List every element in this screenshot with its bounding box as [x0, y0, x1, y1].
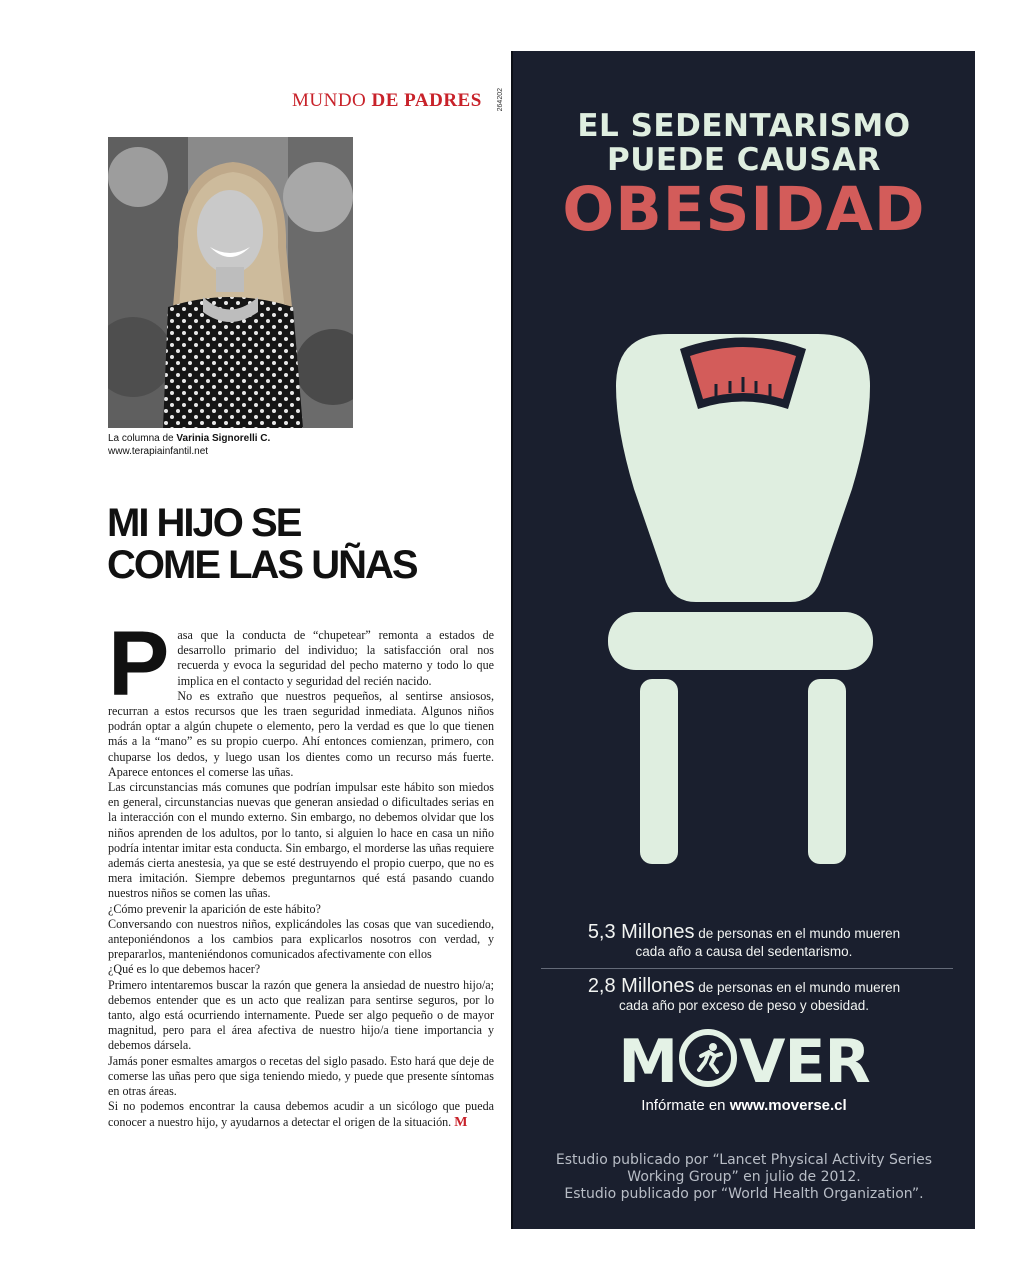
- ad-code: 264202: [497, 88, 504, 112]
- logo-letter-m: M: [618, 1027, 678, 1097]
- section-heading-part1: MUNDO: [292, 90, 367, 111]
- reference-line-1: Estudio publicado por “Lancet Physical Activity Series: [555, 1152, 933, 1168]
- stat-obesity: [513, 977, 975, 1015]
- columnist-photo: [108, 137, 353, 428]
- article-paragraph-1: Pasa que la conducta de “chupetear” remonta a estados de desarrollo primario del individuo; la satisfacción oral nos recuerda y evoca la seguridad del pecho materno y todo lo que implica en el contacto y seguridad del recién nacido.: [108, 613, 494, 715]
- article-paragraph-2: No es extraño que nuestros pequeños, al sentirse ansiosos, recurran a estos recursos que les traen seguridad inmediata. Algunos niños podrán optar a algún chupete o elemento, pero la verdad es que lo que tienen más a la “mano” es su propio cuerpo. Ahí entonces comienzan, primero, con chuparse los dedos, y luego usan los dientes como un recurso más fuerte. Aparece entonces el comerse las uñas.: [108, 688, 494, 779]
- article-paragraph-4: Conversando con nuestros niños, explicándoles las cosas que van sucediendo, anteponiéndonos a los cambios para explicarlos nosotros con verdad, y prepararlos, manteniéndonos comunicados afectivamente con ellos: [108, 916, 494, 962]
- ad-title-line-1: EL SEDENTARISMO: [577, 108, 911, 144]
- section-heading-part2: DE PADRES: [371, 90, 482, 111]
- drop-cap: P: [108, 613, 170, 715]
- ad-references: [513, 1152, 975, 1203]
- stat-divider: [541, 968, 953, 969]
- headline-line-2: COME LAS UÑAS: [107, 543, 417, 587]
- columnist-name: Varinia Signorelli C.: [176, 433, 271, 444]
- headline-line-1: MI HIJO SE: [107, 501, 301, 545]
- stat-sedentarism: [513, 923, 975, 961]
- columnist-website: www.terapiainfantil.net: [108, 446, 209, 457]
- ad-website-info: [513, 1097, 975, 1114]
- section-heading: [292, 90, 482, 112]
- stat2-line2: cada año por exceso de peso y obesidad.: [619, 998, 869, 1013]
- reference-line-3: Estudio publicado por “World Health Organization”.: [564, 1186, 924, 1202]
- stat2-highlight: 2,8 Millones: [587, 975, 695, 997]
- photo-caption: [108, 432, 270, 458]
- info-prefix: Infórmate en: [641, 1097, 730, 1114]
- ad-title-line-2: PUEDE CAUSAR: [607, 142, 881, 178]
- stat2-text: de personas en el mundo mueren: [694, 980, 901, 995]
- end-mark: M: [454, 1114, 468, 1130]
- article-paragraph-7: Si no podemos encontrar la causa debemos acudir a un sicólogo que pueda conocer a nuestro hijo, y ayudarnos a detectar el origen de la situación. M: [108, 1099, 494, 1130]
- article-body: [108, 613, 494, 1130]
- article-subheading-1: ¿Cómo prevenir la aparición de este hábito?: [108, 901, 321, 916]
- article-paragraph-3: Las circunstancias más comunes que podrían impulsar este hábito son miedos en general, circunstancias nuevas que generan ansiedad o dificultades serias en la interacción con el mundo externo. Sin embargo, no debemos olvidar que los niños aprenden de los adultos, por lo tanto, si alguien lo hace en casa un niño podría intentar imitar esta conducta. Sin embargo, el morderse las uñas requiere además cierta anestesia, ya que se esté destruyendo el propio cuerpo, que no es mera imitación. Siempre debemos preguntarnos qué está pasando cuando nuestros niños se comen las uñas.: [108, 780, 494, 901]
- runner-icon: [679, 1029, 737, 1087]
- chair-scale-illustration: [608, 334, 878, 864]
- ad-title: [513, 109, 975, 177]
- article-subheading-2: ¿Qué es lo que debemos hacer?: [108, 962, 261, 977]
- mover-advertisement: [511, 51, 975, 1229]
- article-headline: [107, 502, 507, 586]
- ad-url-link[interactable]: www.moverse.cl: [729, 1097, 847, 1114]
- caption-prefix: La columna de: [108, 433, 174, 444]
- ad-title-big: OBESIDAD: [562, 174, 926, 245]
- reference-line-2: Working Group” en julio de 2012.: [627, 1169, 861, 1185]
- article-paragraph-6: Jamás poner esmaltes amargos o recetas del siglo pasado. Esto hará que deje de comerse las uñas pero que siga teniendo miedo, y puede que presente síntomas en otras áreas.: [108, 1053, 494, 1099]
- stat1-line2: cada año a causa del sedentarismo.: [635, 944, 853, 959]
- stat1-highlight: 5,3 Millones: [587, 921, 695, 943]
- stat1-text: de personas en el mundo mueren: [694, 926, 901, 941]
- logo-letters-ver: VER: [739, 1027, 870, 1097]
- article-paragraph-5: Primero intentaremos buscar la razón que genera la ansiedad de nuestro hijo/a; debemos entender que es un acto que realizan para sentirse seguros, por lo tanto, algo está ocurriendo internamente. Puede ser algo pequeño o de mayor magnitud, pero para el área afectiva de nuestro hijo/a tiene importancia y debemos dársela.: [108, 977, 494, 1053]
- mover-logo: [513, 1029, 975, 1095]
